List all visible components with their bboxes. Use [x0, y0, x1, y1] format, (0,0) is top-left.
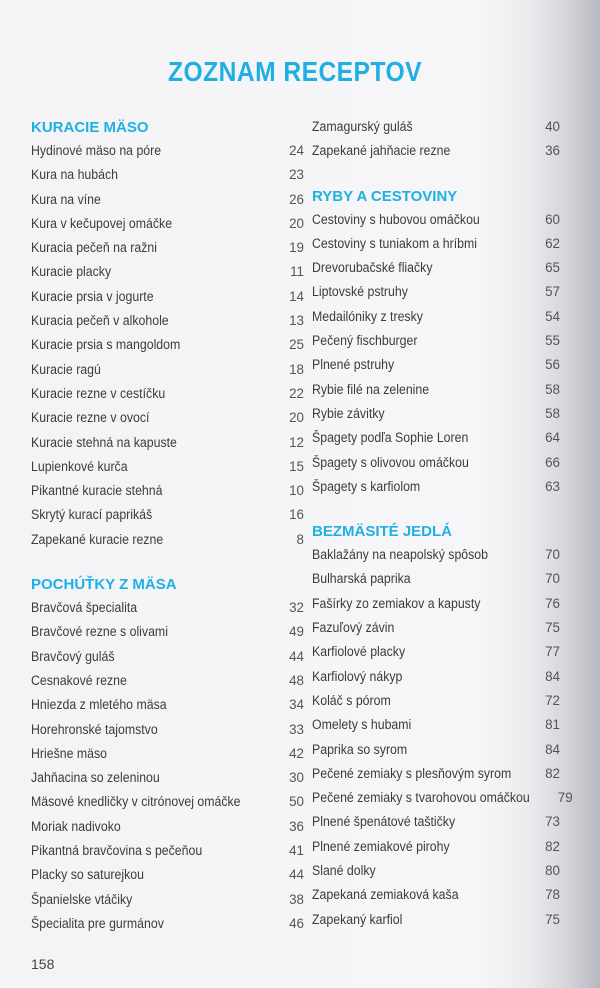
- recipe-entry: [31, 163, 304, 187]
- recipe-name: Zapekané jahňacie rezne: [312, 143, 451, 159]
- recipe-entry: [312, 810, 560, 834]
- recipe-page: 44: [289, 867, 304, 883]
- recipe-entry: [312, 762, 560, 786]
- recipe-name: Liptovské pstruhy: [312, 284, 408, 300]
- recipe-entry: [31, 790, 304, 814]
- recipe-name: Rybie filé na zelenine: [312, 381, 430, 397]
- recipe-page: 30: [289, 770, 304, 786]
- recipe-page: 80: [545, 863, 560, 879]
- recipe-entry: [312, 232, 560, 256]
- recipe-name: Omelety s hubami: [312, 717, 412, 733]
- recipe-entry: [31, 528, 304, 552]
- recipe-name: Kura na víne: [31, 191, 101, 207]
- recipe-page: 58: [545, 405, 560, 421]
- recipe-list: [31, 596, 304, 936]
- recipe-name: Baklažány na neapolský spôsob: [312, 547, 489, 563]
- recipe-page: 41: [289, 843, 304, 859]
- recipe-page: 20: [289, 215, 304, 231]
- recipe-name: Hriešne mäso: [31, 745, 108, 761]
- recipe-page: 13: [289, 313, 304, 329]
- recipe-page: 48: [289, 672, 304, 688]
- recipe-entry: [312, 738, 560, 762]
- section-title: BEZMÄSITÉ JEDLÁ: [312, 523, 453, 541]
- recipe-entry: [31, 479, 304, 503]
- recipe-list: [312, 208, 560, 500]
- recipe-page: 57: [545, 284, 560, 300]
- recipe-page: 81: [545, 717, 560, 733]
- recipe-page: 36: [545, 143, 560, 159]
- recipe-entry: [31, 620, 304, 644]
- recipe-name: Moriak nadivoko: [31, 818, 121, 834]
- recipe-entry: [31, 285, 304, 309]
- recipe-entry: [31, 431, 304, 455]
- recipe-entry: [31, 358, 304, 382]
- recipe-name: Cestoviny s hubovou omáčkou: [312, 211, 480, 227]
- recipe-entry: [312, 592, 560, 616]
- recipe-name: Skrytý kurací paprikáš: [31, 507, 153, 523]
- recipe-page: 84: [545, 741, 560, 757]
- recipe-page: 63: [545, 478, 560, 494]
- recipe-name: Bravčový guláš: [31, 648, 115, 664]
- recipe-page: 19: [289, 240, 304, 256]
- recipe-page: 73: [545, 814, 560, 830]
- section-title: POCHÚŤKY Z MÄSA: [31, 576, 177, 594]
- recipe-name: Špagety s olivovou omáčkou: [312, 454, 469, 470]
- recipe-page: 82: [545, 765, 560, 781]
- recipe-page: 60: [545, 211, 560, 227]
- recipe-entry: [312, 139, 560, 163]
- recipe-name: Bravčové rezne s olivami: [31, 624, 168, 640]
- section-pochutky-z-masa: [31, 574, 304, 936]
- recipe-entry: [312, 475, 560, 499]
- recipe-page: 56: [545, 357, 560, 373]
- recipe-name: Kuracia pečeň v alkohole: [31, 313, 169, 329]
- recipe-page: 34: [289, 697, 304, 713]
- recipe-name: Plnené pstruhy: [312, 357, 395, 373]
- recipe-name: Mäsové knedličky v citrónovej omáčke: [31, 794, 241, 810]
- recipe-page: 25: [289, 337, 304, 353]
- recipe-name: Kuracie placky: [31, 264, 112, 280]
- recipe-name: Jahňacina so zeleninou: [31, 770, 160, 786]
- recipe-page: 79: [557, 790, 573, 806]
- recipe-entry: [31, 863, 304, 887]
- recipe-name: Španielske vtáčiky: [31, 891, 133, 907]
- recipe-page: 77: [545, 644, 560, 660]
- recipe-name: Karfiolový nákyp: [312, 668, 403, 684]
- recipe-name: Zapekaná zemiaková kaša: [312, 887, 459, 903]
- recipe-page: 78: [545, 887, 560, 903]
- recipe-page: 82: [545, 838, 560, 854]
- page-number: 158: [31, 956, 55, 972]
- recipe-name: Kura na hubách: [31, 167, 118, 183]
- section-ryby-a-cestoviny: [312, 186, 560, 500]
- recipe-entry: [312, 543, 560, 567]
- recipe-entry: [31, 382, 304, 406]
- recipe-entry: [312, 329, 560, 353]
- recipe-page: 44: [289, 648, 304, 664]
- recipe-entry: [31, 503, 304, 527]
- recipe-entry: [312, 451, 560, 475]
- recipe-entry: [31, 309, 304, 333]
- recipe-page: 75: [545, 620, 560, 636]
- recipe-name: Pikantné kuracie stehná: [31, 483, 163, 499]
- recipe-entry: [31, 212, 304, 236]
- recipe-entry: [312, 786, 573, 810]
- recipe-list: [312, 115, 560, 164]
- recipe-name: Pečené zemiaky s tvarohovou omáčkou: [312, 790, 530, 806]
- recipe-entry: [31, 406, 304, 430]
- recipe-entry: [31, 888, 304, 912]
- recipe-entry: [312, 616, 560, 640]
- recipe-name: Špagety podľa Sophie Loren: [312, 430, 469, 446]
- recipe-page: 33: [289, 721, 304, 737]
- recipe-page: 72: [545, 692, 560, 708]
- recipe-entry: [31, 815, 304, 839]
- section-title: RYBY A CESTOVINY: [312, 187, 458, 205]
- recipe-page: 15: [289, 458, 304, 474]
- recipe-entry: [31, 742, 304, 766]
- recipe-name: Špecialita pre gurmánov: [31, 915, 164, 931]
- recipe-name: Hydinové mäso na póre: [31, 143, 162, 158]
- recipe-page: 54: [545, 308, 560, 324]
- recipe-entry: [312, 689, 560, 713]
- recipe-name: Zamagurský guláš: [312, 119, 413, 134]
- recipe-name: Bulharská paprika: [312, 571, 411, 587]
- recipe-name: Cestoviny s tuniakom a hríbmi: [312, 235, 478, 251]
- recipe-entry: [31, 669, 304, 693]
- recipe-name: Koláč s pórom: [312, 692, 391, 708]
- recipe-entry: [31, 139, 304, 163]
- recipe-list: [312, 543, 573, 932]
- recipe-name: Kuracie prsia v jogurte: [31, 288, 154, 304]
- recipe-entry: [312, 640, 560, 664]
- recipe-name: Kuracie rezne v ovocí: [31, 410, 150, 426]
- recipe-entry: [312, 713, 560, 737]
- recipe-entry: [31, 718, 304, 742]
- recipe-entry: [31, 236, 304, 260]
- page-title: ZOZNAM RECEPTOV: [168, 56, 422, 87]
- recipe-name: Plnené zemiakové pirohy: [312, 838, 450, 854]
- recipe-page: 36: [289, 818, 304, 834]
- recipe-name: Kuracia pečeň na ražni: [31, 240, 158, 256]
- recipe-page: 76: [545, 595, 560, 611]
- recipe-name: Pečené zemiaky s plesňovým syrom: [312, 765, 512, 781]
- recipe-entry: [312, 353, 560, 377]
- recipe-page: 10: [289, 483, 304, 499]
- recipe-name: Plnené špenátové taštičky: [312, 814, 456, 830]
- recipe-page: 23: [289, 167, 304, 183]
- recipe-page: 20: [289, 410, 304, 426]
- recipe-entry: [312, 908, 560, 932]
- recipe-page: 16: [289, 507, 304, 523]
- recipe-page: 22: [289, 385, 304, 401]
- left-column: [31, 115, 304, 958]
- recipe-entry: [312, 883, 560, 907]
- recipe-name: Kuracie rezne v cestíčku: [31, 385, 166, 401]
- recipe-entry: [312, 208, 560, 232]
- recipe-entry: [31, 188, 304, 212]
- recipe-page: 49: [289, 624, 304, 640]
- recipe-page: 70: [545, 547, 560, 563]
- recipe-name: Horehronské tajomstvo: [31, 721, 158, 737]
- recipe-page: 14: [289, 288, 304, 304]
- right-column: [312, 115, 573, 954]
- recipe-entry: [31, 455, 304, 479]
- recipe-name: Fašírky zo zemiakov a kapusty: [312, 595, 481, 611]
- section-bezmasite-jedla: [312, 521, 573, 932]
- recipe-entry: [312, 859, 560, 883]
- recipe-entry: [31, 766, 304, 790]
- recipe-entry: [31, 333, 304, 357]
- recipe-entry: [312, 115, 560, 139]
- recipe-name: Pečený fischburger: [312, 333, 418, 349]
- recipe-page: 26: [289, 191, 304, 207]
- recipe-entry: [31, 645, 304, 669]
- recipe-page: 46: [289, 915, 304, 931]
- recipe-name: Kuracie stehná na kapuste: [31, 434, 177, 450]
- recipe-page: 12: [289, 434, 304, 450]
- recipe-entry: [31, 596, 304, 620]
- recipe-list: [31, 139, 304, 552]
- recipe-name: Medailóniky z tresky: [312, 308, 423, 324]
- recipe-entry: [312, 378, 560, 402]
- section-title: KURACIE MÄSO: [31, 119, 149, 136]
- recipe-page: 58: [545, 381, 560, 397]
- section-pochutky-continued: [312, 115, 560, 164]
- recipe-name: Lupienkové kurča: [31, 458, 128, 474]
- recipe-name: Špagety s karfiolom: [312, 478, 421, 494]
- recipe-page: 38: [289, 891, 304, 907]
- recipe-name: Karfiolové placky: [312, 644, 406, 660]
- recipe-page: 8: [296, 531, 304, 547]
- recipe-name: Paprika so syrom: [312, 741, 408, 757]
- recipe-entry: [31, 912, 304, 936]
- recipe-page: 32: [289, 600, 304, 616]
- recipe-name: Zapekaný karfiol: [312, 911, 403, 927]
- recipe-page: 65: [545, 260, 560, 276]
- recipe-name: Drevorubačské fliačky: [312, 260, 433, 276]
- recipe-page: 18: [289, 361, 304, 377]
- recipe-entry: [312, 426, 560, 450]
- recipe-name: Slané dolky: [312, 863, 376, 879]
- recipe-page: 50: [289, 794, 304, 810]
- recipe-name: Kuracie ragú: [31, 361, 101, 377]
- recipe-page: 55: [545, 333, 560, 349]
- recipe-entry: [312, 256, 560, 280]
- recipe-name: Placky so saturejkou: [31, 867, 144, 883]
- recipe-page: 42: [289, 745, 304, 761]
- recipe-name: Kuracie prsia s mangoldom: [31, 337, 181, 353]
- section-kuracie-maso: [31, 117, 304, 552]
- recipe-entry: [312, 402, 560, 426]
- recipe-page: 75: [545, 911, 560, 927]
- recipe-page: 40: [545, 119, 560, 134]
- recipe-page: 11: [290, 264, 304, 280]
- recipe-name: Zapekané kuracie rezne: [31, 531, 164, 547]
- recipe-name: Pikantná bravčovina s pečeňou: [31, 843, 203, 859]
- recipe-entry: [31, 693, 304, 717]
- recipe-page: 70: [545, 571, 560, 587]
- recipe-page: 84: [545, 668, 560, 684]
- recipe-name: Kura v kečupovej omáčke: [31, 215, 173, 231]
- recipe-entry: [312, 280, 560, 304]
- recipe-entry: [312, 835, 560, 859]
- recipe-page: 24: [289, 143, 304, 158]
- recipe-entry: [31, 260, 304, 284]
- recipe-entry: [312, 665, 560, 689]
- recipe-name: Rybie závitky: [312, 405, 385, 421]
- recipe-name: Bravčová špecialita: [31, 600, 138, 616]
- recipe-entry: [312, 305, 560, 329]
- recipe-page: 64: [545, 430, 560, 446]
- recipe-name: Fazuľový závin: [312, 620, 395, 636]
- recipe-name: Cesnakové rezne: [31, 672, 127, 688]
- recipe-name: Hniezda z mletého mäsa: [31, 697, 167, 713]
- recipe-page: 62: [545, 235, 560, 251]
- recipe-page: 66: [545, 454, 560, 470]
- recipe-entry: [31, 839, 304, 863]
- recipe-entry: [312, 567, 560, 591]
